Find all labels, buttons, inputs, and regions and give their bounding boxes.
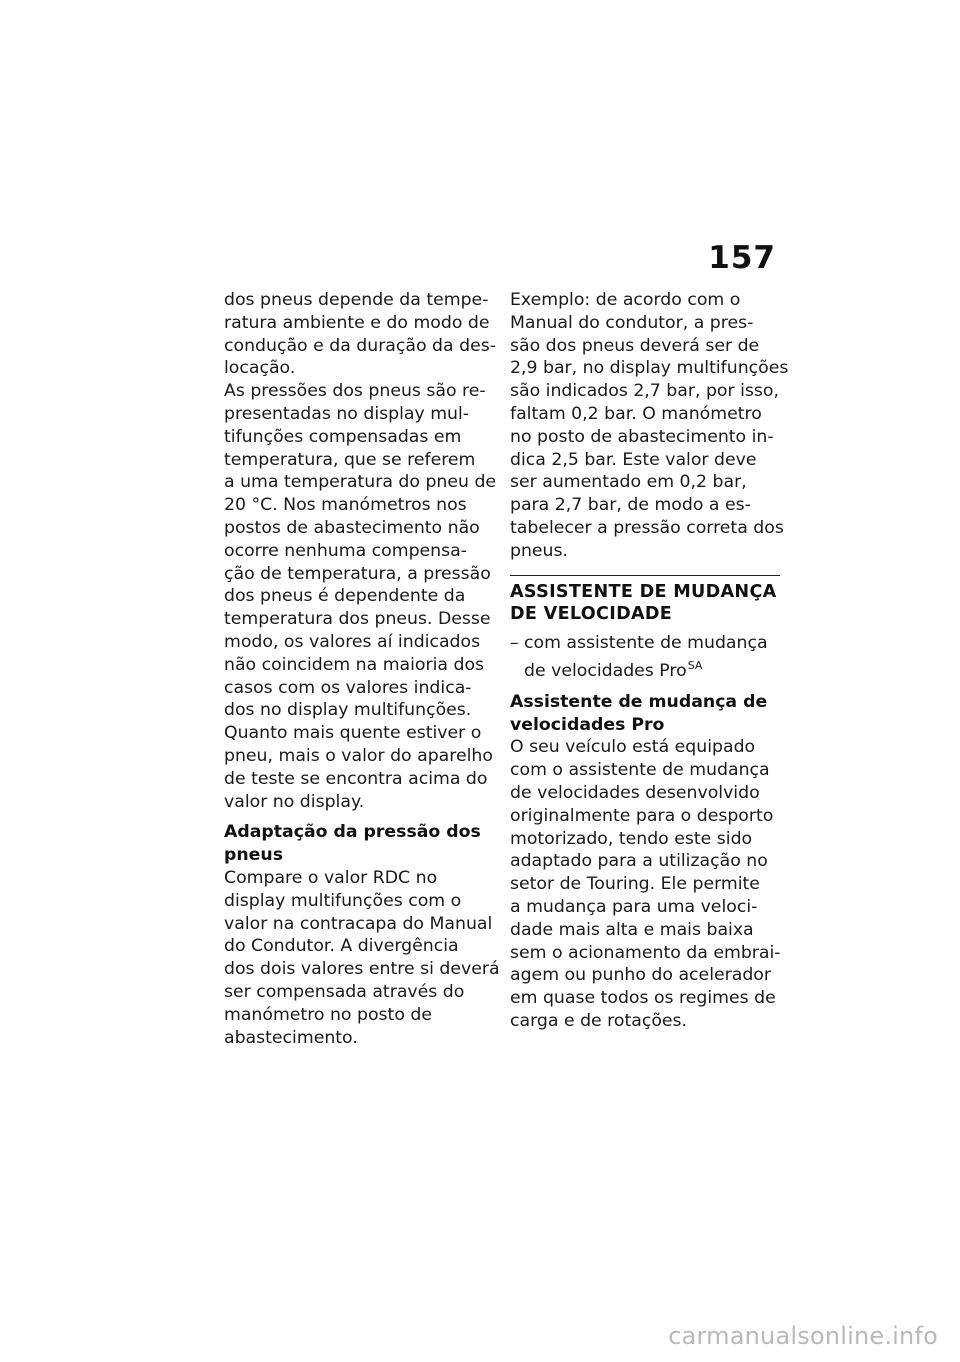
left-para1-line-6: presentadas no display mul- bbox=[224, 403, 470, 424]
right-para1-line-8: dica 2,5 bar. Este valor deve bbox=[510, 449, 757, 470]
left-para1-line-17: não coincidem na maioria dos bbox=[224, 654, 485, 675]
right-para2-line-13: carga e de rotações. bbox=[510, 1010, 688, 1031]
left-para1-line-18: casos com os valores indica- bbox=[224, 677, 472, 698]
left-para1-line-10: 20 °C. Nos manómetros nos bbox=[224, 495, 467, 516]
right-para2-line-5: motorizado, tendo este sido bbox=[510, 828, 753, 849]
left-column bbox=[224, 289, 500, 1049]
right-para2-line-6: adaptado para a utilização no bbox=[510, 851, 768, 872]
right-para2-line-3: de velocidades desenvolvido bbox=[510, 782, 760, 803]
left-para2-line-6: ser compensada através do bbox=[224, 981, 465, 1002]
right-para1-line-7: no posto de abastecimento in- bbox=[510, 426, 774, 447]
right-para1-line-6: faltam 0,2 bar. O manómetro bbox=[510, 403, 762, 424]
section-divider bbox=[510, 575, 780, 576]
right-para2-line-12: em quase todos os regimes de bbox=[510, 988, 776, 1009]
left-heading-line-2: pneus bbox=[224, 845, 283, 866]
left-para1-line-5: As pressões dos pneus são re- bbox=[224, 381, 486, 402]
section-title-line-1: ASSISTENTE DE MUDANÇA bbox=[510, 581, 777, 602]
left-para1-line-8: temperatura, que se referem bbox=[224, 449, 476, 470]
left-para1-line-9: a uma temperatura do pneu de bbox=[224, 472, 497, 493]
right-para1-line-1: Exemplo: de acordo com o bbox=[510, 290, 741, 310]
right-para1-line-12: pneus. bbox=[510, 540, 569, 561]
left-para1-line-4: locação. bbox=[224, 358, 296, 379]
left-heading-line-1: Adaptação da pressão dos bbox=[224, 822, 481, 843]
right-heading-line-1: Assistente de mudança de bbox=[510, 691, 768, 712]
left-para1-line-21: pneu, mais o valor do aparelho bbox=[224, 745, 493, 766]
left-para1-line-23: valor no display. bbox=[224, 791, 365, 812]
right-paragraph-1 bbox=[510, 289, 789, 563]
left-para2-line-8: abastecimento. bbox=[224, 1027, 358, 1048]
right-heading-line-2: velocidades Pro bbox=[510, 714, 665, 735]
right-paragraph-2 bbox=[510, 736, 782, 1032]
left-para1-line-16: modo, os valores aí indicados bbox=[224, 631, 481, 652]
left-para1-line-7: tifunções compensadas em bbox=[224, 426, 462, 447]
left-paragraph-2 bbox=[224, 867, 500, 1049]
shift-assistant-heading bbox=[510, 691, 782, 737]
left-para1-line-20: Quanto mais quente estiver o bbox=[224, 723, 482, 744]
optional-equipment-superscript: SA bbox=[687, 658, 703, 672]
bullet-dash: – bbox=[510, 633, 519, 654]
tire-pressure-adaptation-heading bbox=[224, 821, 490, 867]
bullet-line-1: com assistente de mudança bbox=[524, 633, 768, 654]
left-para2-line-1: Compare o valor RDC no bbox=[224, 867, 438, 888]
right-para1-line-4: 2,9 bar, no display multifunções bbox=[510, 358, 789, 379]
left-para1-line-1: dos pneus depende da tempe- bbox=[224, 290, 489, 310]
left-para1-line-12: ocorre nenhuma compensa- bbox=[224, 540, 467, 561]
bullet-line-2 bbox=[524, 655, 782, 683]
left-para1-line-2: ratura ambiente e do modo de bbox=[224, 312, 490, 333]
left-para1-line-3: condução e da duração da des- bbox=[224, 335, 496, 356]
right-para2-line-7: setor de Touring. Ele permite bbox=[510, 874, 760, 895]
page-number: 157 bbox=[708, 240, 776, 276]
right-para2-line-11: agem ou punho do acelerador bbox=[510, 965, 771, 986]
right-para2-line-10: sem o acionamento da embrai- bbox=[510, 942, 781, 963]
bullet-item bbox=[510, 632, 782, 683]
left-para1-line-11: postos de abastecimento não bbox=[224, 517, 480, 538]
left-para2-line-7: manómetro no posto de bbox=[224, 1004, 432, 1025]
bullet-line-2-text: de velocidades Pro bbox=[524, 660, 687, 681]
right-para2-line-1: O seu veículo está equipado bbox=[510, 737, 756, 758]
left-para2-line-2: display multifunções com o bbox=[224, 890, 462, 911]
left-para2-line-3: valor na contracapa do Manual bbox=[224, 913, 493, 934]
right-para2-line-4: originalmente para o desporto bbox=[510, 805, 774, 826]
left-paragraph-1 bbox=[224, 289, 497, 813]
left-para1-line-14: dos pneus é dependente da bbox=[224, 586, 466, 607]
right-para1-line-10: para 2,7 bar, de modo a es- bbox=[510, 495, 751, 516]
right-para1-line-9: ser aumentado em 0,2 bar, bbox=[510, 472, 747, 493]
watermark-text: carmanualsonline.info bbox=[668, 1322, 938, 1350]
left-para2-line-4: do Condutor. A divergência bbox=[224, 936, 459, 957]
section-title bbox=[510, 581, 782, 627]
right-para2-line-9: dade mais alta e mais baixa bbox=[510, 919, 754, 940]
right-para2-line-8: a mudança para uma veloci- bbox=[510, 896, 758, 917]
right-para1-line-2: Manual do condutor, a pres- bbox=[510, 312, 754, 333]
section-title-line-2: DE VELOCIDADE bbox=[510, 604, 673, 625]
left-para1-line-15: temperatura dos pneus. Desse bbox=[224, 609, 491, 630]
left-para1-line-19: dos no display multifunções. bbox=[224, 700, 472, 721]
right-para1-line-5: são indicados 2,7 bar, por isso, bbox=[510, 381, 779, 402]
right-para2-line-2: com o assistente de mudança bbox=[510, 760, 770, 781]
left-para1-line-13: ção de temperatura, a pressão bbox=[224, 563, 491, 584]
right-para1-line-11: tabelecer a pressão correta dos bbox=[510, 517, 784, 538]
right-column bbox=[510, 289, 789, 1033]
left-para2-line-5: dos dois valores entre si deverá bbox=[224, 959, 500, 980]
left-para1-line-22: de teste se encontra acima do bbox=[224, 768, 488, 789]
right-para1-line-3: são dos pneus deverá ser de bbox=[510, 335, 760, 356]
